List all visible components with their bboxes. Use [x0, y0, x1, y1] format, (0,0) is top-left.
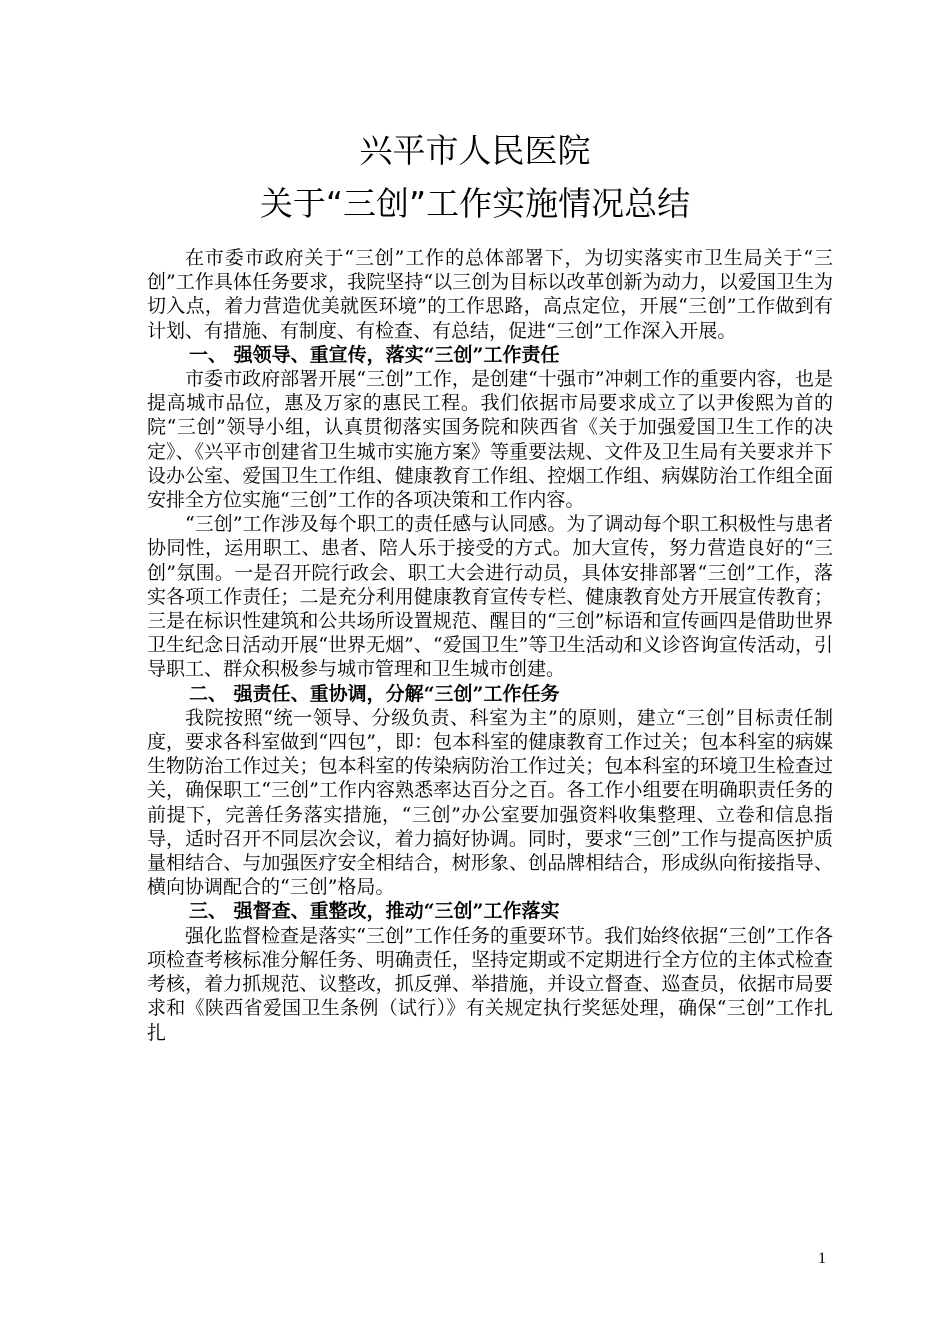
section1-paragraph-1: 市委市政府部署开展“三创”工作，是创建“十强市”冲刺工作的重要内容，也是提高城市品位，惠及万家的惠民工程。我们依据市局要求成立了以尹俊熙为首的院“三创”领导小组，认真贯彻落实国务院和陕西省《关于加强爱国卫生工作的决定》、《兴平市创建省卫生城市实施方案》等重要法规、文件及卫生局有关要求并下设办公室、爱国卫生工作组、健康教育工作组、控烟工作组、病媒防治工作组全面安排全方位实施“三创”工作的各项决策和工作内容。: [147, 368, 833, 512]
document-body: [147, 246, 833, 1045]
document-title-line2: 关于“三创”工作实施情况总结: [259, 184, 691, 223]
document-title-line1: 兴平市人民医院: [359, 131, 591, 170]
section3-paragraph-1: 强化监督检查是落实“三创”工作任务的重要环节。我们始终依据“三创”工作各项检查考核标准分解任务、明确责任，坚持定期或不定期进行全方位的主体式检查考核，着力抓规范、议整改，抓反弹、举措施，并设立督查、巡查员，依据市局要求和《陕西省爱国卫生条例（试行）》有关规定执行奖惩处理，确保“三创”工作扎扎: [147, 924, 833, 1044]
page-number: 1: [818, 1250, 826, 1267]
intro-paragraph: 在市委市政府关于“三创”工作的总体部署下，为切实落实市卫生局关于“三创”工作具体任务要求，我院坚持“以三创为目标以改革创新为动力，以爱国卫生为切入点，着力营造优美就医环境”的工作思路，高点定位，开展“三创”工作做到有计划、有措施、有制度、有检查、有总结，促进“三创”工作深入开展。: [147, 247, 833, 342]
section2-paragraph-1: 我院按照“统一领导、分级负责、科室为主”的原则，建立“三创”目标责任制度，要求各科室做到“四包”，即：包本科室的健康教育工作过关；包本科室的病媒生物防治工作过关；包本科室的传染病防治工作过关；包本科室的环境卫生检查过关，确保职工“三创”工作内容熟悉率达百分之百。各工作小组要在明确职责任务的前提下，完善任务落实措施，“三创”办公室要加强资料收集整理、立卷和信息指导，适时召开不同层次会议，着力搞好协调。同时，要求“三创”工作与提高医护质量相结合、与加强医疗安全相结合，树形象、创品牌相结合，形成纵向衔接指导、横向协调配合的“三创”格局。: [147, 706, 833, 899]
section-heading-3: 三、 强督查、重整改，推动“三创”工作落实: [189, 900, 560, 923]
section-heading-2: 二、 强责任、重协调，分解“三创”工作任务: [189, 682, 560, 705]
section-heading-1: 一、 强领导、重宣传，落实“三创”工作责任: [189, 343, 560, 366]
section1-paragraph-2: “三创”工作涉及每个职工的责任感与认同感。为了调动每个职工积极性与患者协同性，运用职工、患者、陪人乐于接受的方式。加大宣传，努力营造良好的“三创”氛围。一是召开院行政会、职工大会进行动员，具体安排部署“三创”工作，落实各项工作责任；二是充分利用健康教育宣传专栏、健康教育处方开展宣传教育；三是在标识性建筑和公共场所设置规范、醒目的“三创”标语和宣传画四是借助世界卫生纪念日活动开展“世界无烟”、“爱国卫生”等卫生活动和义诊咨询宣传活动，引导职工、群众积极参与城市管理和卫生城市创建。: [147, 513, 833, 681]
